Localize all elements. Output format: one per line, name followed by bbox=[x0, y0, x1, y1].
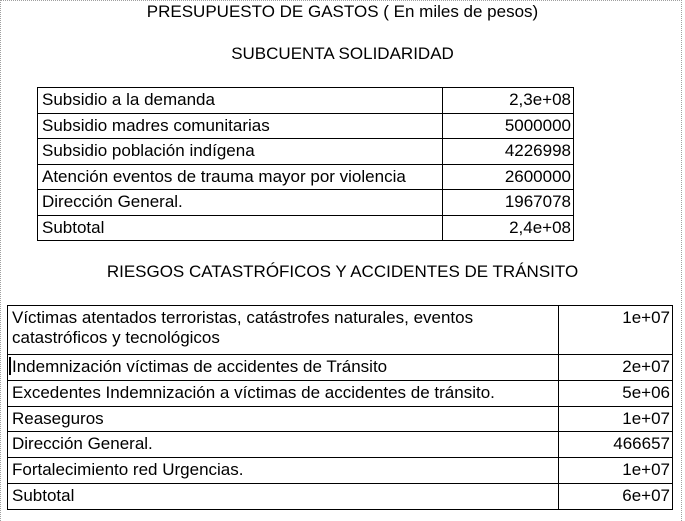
section-heading-solidaridad: SUBCUENTA SOLIDARIDAD bbox=[231, 44, 454, 63]
table-row bbox=[8, 406, 673, 432]
row-label[interactable]: Subsidio a la demanda bbox=[38, 88, 443, 114]
row-label: Indemnización víctimas de accidentes de Tránsito bbox=[12, 357, 388, 376]
subtotal-value[interactable]: 6e+07 bbox=[559, 483, 673, 509]
row-label[interactable]: Dirección General. bbox=[8, 432, 559, 458]
section-heading-riesgos: RIESGOS CATASTRÓFICOS Y ACCIDENTES DE TRÁNSITO bbox=[106, 262, 579, 281]
table-row bbox=[8, 355, 673, 381]
row-label[interactable]: Víctimas atentados terroristas, catástrofes naturales, eventos catastróficos y tecnológicos bbox=[8, 306, 559, 355]
row-value[interactable]: 466657 bbox=[559, 432, 673, 458]
document-title: PRESUPUESTO DE GASTOS ( En miles de pesos) bbox=[146, 2, 539, 21]
row-value[interactable]: 1e+07 bbox=[559, 406, 673, 432]
subtotal-row bbox=[38, 215, 574, 241]
table-row bbox=[38, 164, 574, 190]
row-label[interactable]: Atención eventos de trauma mayor por violencia bbox=[38, 164, 443, 190]
row-value[interactable]: 4226998 bbox=[443, 139, 574, 165]
row-label[interactable]: Subsidio población indígena bbox=[38, 139, 443, 165]
text-cursor bbox=[9, 357, 11, 375]
table-row bbox=[8, 432, 673, 458]
subtotal-label[interactable]: Subtotal bbox=[8, 483, 559, 509]
row-label-with-cursor[interactable] bbox=[8, 355, 559, 381]
solidaridad-budget-table bbox=[37, 87, 574, 241]
row-label[interactable]: Fortalecimiento red Urgencias. bbox=[8, 458, 559, 484]
riesgos-budget-table bbox=[7, 305, 673, 510]
row-value[interactable]: 2,3e+08 bbox=[443, 88, 574, 114]
row-value[interactable]: 2600000 bbox=[443, 164, 574, 190]
row-value[interactable]: 5e+06 bbox=[559, 380, 673, 406]
row-label[interactable]: Subsidio madres comunitarias bbox=[38, 113, 443, 139]
row-value[interactable]: 1e+07 bbox=[559, 306, 673, 355]
table-row bbox=[38, 139, 574, 165]
table-row bbox=[8, 458, 673, 484]
row-label[interactable]: Reaseguros bbox=[8, 406, 559, 432]
row-value[interactable]: 2e+07 bbox=[559, 355, 673, 381]
subtotal-label[interactable]: Subtotal bbox=[38, 215, 443, 241]
table-row bbox=[38, 113, 574, 139]
row-label[interactable]: Dirección General. bbox=[38, 190, 443, 216]
table-row bbox=[38, 88, 574, 114]
table-row bbox=[8, 306, 673, 355]
row-value[interactable]: 1e+07 bbox=[559, 458, 673, 484]
row-value[interactable]: 5000000 bbox=[443, 113, 574, 139]
subtotal-row bbox=[8, 483, 673, 509]
table-row bbox=[38, 190, 574, 216]
subtotal-value[interactable]: 2,4e+08 bbox=[443, 215, 574, 241]
table-row bbox=[8, 380, 673, 406]
row-label[interactable]: Excedentes Indemnización a víctimas de accidentes de tránsito. bbox=[8, 380, 559, 406]
row-value[interactable]: 1967078 bbox=[443, 190, 574, 216]
